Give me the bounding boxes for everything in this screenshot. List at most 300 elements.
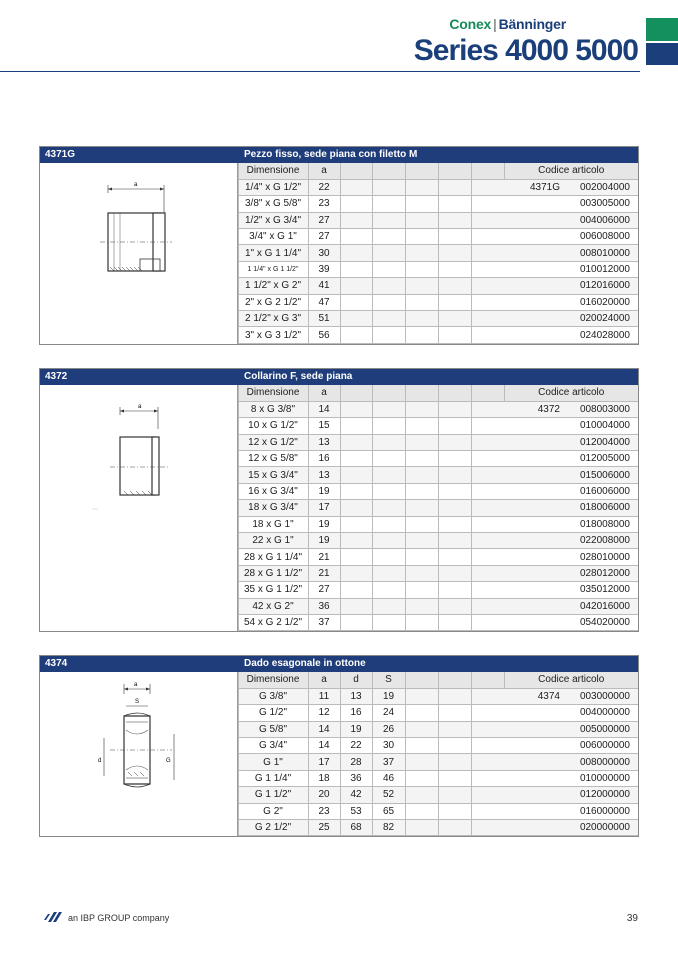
cell-code: 008003000: [564, 401, 638, 417]
dimension-label-a: a: [134, 682, 138, 688]
cell-empty: [405, 179, 438, 195]
cell-code-prefix: 4372: [504, 401, 564, 417]
cell-empty: [438, 483, 471, 499]
cell-code: 012005000: [564, 451, 638, 467]
cell-empty: [405, 327, 438, 343]
page-number: 39: [626, 913, 638, 924]
cell-empty: [471, 500, 504, 516]
table-row: [238, 738, 638, 754]
cell-dimension: 28 x G 1 1/2": [238, 565, 308, 581]
cell-code: 004006000: [564, 212, 638, 228]
cell-empty: [340, 533, 372, 549]
cell-dimension: 1" x G 1 1/4": [238, 245, 308, 261]
cell-a: 19: [308, 483, 340, 499]
table-row: [238, 598, 638, 614]
cell-code: 016006000: [564, 483, 638, 499]
cell-a: 47: [308, 294, 340, 310]
column-header-empty: [471, 385, 504, 401]
section-code: 4374: [45, 658, 68, 669]
cell-empty: [340, 483, 372, 499]
fitting-drawing-4371g: [40, 163, 238, 344]
cell-empty: [372, 434, 405, 450]
cell-code-prefix: [504, 787, 564, 803]
cell-dimension: 1/4" x G 1/2": [238, 179, 308, 195]
cell-empty: [340, 549, 372, 565]
section-title: Dado esagonale in ottone: [244, 658, 366, 669]
column-header-empty: [438, 385, 471, 401]
table-row: [238, 179, 638, 195]
cell-a: 25: [308, 820, 340, 836]
table-row: [238, 451, 638, 467]
section-code: 4371G: [45, 149, 76, 160]
cell-empty: [438, 787, 471, 803]
cell-a: 20: [308, 787, 340, 803]
cell-a: 19: [308, 533, 340, 549]
cell-empty: [372, 549, 405, 565]
dimension-label-a: a: [134, 182, 138, 188]
cell-s: 52: [372, 787, 405, 803]
cell-empty: [471, 688, 504, 704]
cell-empty: [372, 565, 405, 581]
column-header-empty: [405, 672, 438, 688]
cell-code: 018006000: [564, 500, 638, 516]
cell-empty: [340, 212, 372, 228]
table-row: [238, 705, 638, 721]
cell-dimension: 28 x G 1 1/4": [238, 549, 308, 565]
cell-a: 21: [308, 549, 340, 565]
cell-code-prefix: [504, 261, 564, 277]
cell-empty: [471, 598, 504, 614]
cell-code: 012000000: [564, 787, 638, 803]
column-header-dimension: Dimensione: [238, 163, 308, 179]
cell-empty: [405, 688, 438, 704]
cell-dimension: 10 x G 1/2": [238, 418, 308, 434]
section-title: Pezzo fisso, sede piana con filetto M: [244, 149, 418, 160]
cell-empty: [438, 261, 471, 277]
cell-empty: [471, 261, 504, 277]
cell-dimension: G 1": [238, 754, 308, 770]
cell-code: 035012000: [564, 582, 638, 598]
cell-empty: [340, 500, 372, 516]
cell-code: 012016000: [564, 278, 638, 294]
cell-code-prefix: [504, 770, 564, 786]
cell-empty: [471, 418, 504, 434]
cell-empty: [405, 565, 438, 581]
brand-square-blue: [646, 43, 678, 65]
cell-dimension: 18 x G 1": [238, 516, 308, 532]
cell-empty: [405, 311, 438, 327]
cell-empty: [471, 705, 504, 721]
cell-empty: [340, 467, 372, 483]
cell-empty: [438, 516, 471, 532]
table-row: [238, 483, 638, 499]
cell-empty: [405, 549, 438, 565]
cell-empty: [438, 582, 471, 598]
cell-empty: [438, 705, 471, 721]
cell-d: 68: [340, 820, 372, 836]
cell-empty: [471, 754, 504, 770]
cell-code: 020000000: [564, 820, 638, 836]
cell-code: 003005000: [564, 196, 638, 212]
cell-empty: [372, 212, 405, 228]
cell-empty: [372, 294, 405, 310]
column-header-s: S: [372, 672, 405, 688]
cell-a: 22: [308, 179, 340, 195]
cell-empty: [405, 467, 438, 483]
cell-empty: [471, 549, 504, 565]
column-header-code: Codice articolo: [504, 163, 638, 179]
cell-a: 37: [308, 614, 340, 630]
cell-empty: [372, 598, 405, 614]
cell-dimension: 12 x G 1/2": [238, 434, 308, 450]
cell-empty: [340, 516, 372, 532]
cell-code-prefix: [504, 311, 564, 327]
cell-dimension: 22 x G 1": [238, 533, 308, 549]
cell-code: 012004000: [564, 434, 638, 450]
cell-empty: [471, 533, 504, 549]
column-header-empty: [372, 163, 405, 179]
cell-empty: [438, 327, 471, 343]
cell-a: 39: [308, 261, 340, 277]
cell-empty: [405, 434, 438, 450]
column-header-code: Codice articolo: [504, 672, 638, 688]
cell-empty: [438, 311, 471, 327]
brand-logo: Conex | Bänninger: [449, 16, 566, 32]
cell-empty: [340, 582, 372, 598]
cell-a: 30: [308, 245, 340, 261]
cell-code: 028012000: [564, 565, 638, 581]
cell-empty: [372, 278, 405, 294]
cell-empty: [405, 770, 438, 786]
cell-dimension: G 2 1/2": [238, 820, 308, 836]
cell-a: 18: [308, 770, 340, 786]
cell-empty: [405, 738, 438, 754]
column-header-empty: [471, 163, 504, 179]
cell-dimension: G 1/2": [238, 705, 308, 721]
cell-empty: [405, 614, 438, 630]
fitting-drawing-4372: [40, 385, 238, 631]
cell-dimension: 2" x G 2 1/2": [238, 294, 308, 310]
cell-empty: [405, 705, 438, 721]
cell-empty: [372, 516, 405, 532]
column-header-a: a: [308, 385, 340, 401]
cell-code-prefix: 4374: [504, 688, 564, 704]
cell-a: 23: [308, 803, 340, 819]
cell-code-prefix: [504, 451, 564, 467]
cell-code: 008000000: [564, 754, 638, 770]
table-row: [238, 565, 638, 581]
cell-code: 003000000: [564, 688, 638, 704]
cell-a: 17: [308, 754, 340, 770]
cell-d: 36: [340, 770, 372, 786]
cell-empty: [471, 212, 504, 228]
cell-code: 015006000: [564, 467, 638, 483]
cell-empty: [471, 179, 504, 195]
dimension-label-s: S: [135, 699, 140, 705]
cell-empty: [438, 721, 471, 737]
cell-empty: [405, 196, 438, 212]
cell-code: 005000000: [564, 721, 638, 737]
cell-code-prefix: [504, 614, 564, 630]
cell-code-prefix: [504, 196, 564, 212]
column-header-d: d: [340, 672, 372, 688]
cell-code: 028010000: [564, 549, 638, 565]
cell-dimension: 12 x G 5/8": [238, 451, 308, 467]
cell-empty: [372, 179, 405, 195]
cell-code-prefix: 4371G: [504, 179, 564, 195]
cell-code-prefix: [504, 434, 564, 450]
cell-code-prefix: [504, 721, 564, 737]
cell-dimension: 1/2" x G 3/4": [238, 212, 308, 228]
cell-d: 13: [340, 688, 372, 704]
cell-empty: [405, 212, 438, 228]
cell-empty: [438, 467, 471, 483]
cell-empty: [340, 278, 372, 294]
cell-s: 19: [372, 688, 405, 704]
cell-empty: [438, 451, 471, 467]
cell-empty: [405, 451, 438, 467]
cell-empty: [471, 770, 504, 786]
cell-empty: [471, 721, 504, 737]
table-row: [238, 803, 638, 819]
cell-a: 15: [308, 418, 340, 434]
cell-dimension: 3/4" x G 1": [238, 229, 308, 245]
cell-empty: [340, 565, 372, 581]
cell-code: 010000000: [564, 770, 638, 786]
cell-empty: [340, 434, 372, 450]
cell-code: 024028000: [564, 327, 638, 343]
cell-a: 12: [308, 705, 340, 721]
cell-empty: [471, 467, 504, 483]
cell-s: 24: [372, 705, 405, 721]
cell-dimension: 16 x G 3/4": [238, 483, 308, 499]
cell-empty: [438, 688, 471, 704]
cell-empty: [405, 820, 438, 836]
cell-empty: [471, 294, 504, 310]
table-header-row: [238, 672, 638, 688]
table-row: [238, 614, 638, 630]
cell-empty: [405, 401, 438, 417]
cell-dimension: G 3/4": [238, 738, 308, 754]
column-header-dimension: Dimensione: [238, 385, 308, 401]
section-header: [40, 656, 638, 672]
table-row: [238, 261, 638, 277]
cell-empty: [471, 451, 504, 467]
column-header-empty: [438, 672, 471, 688]
cell-code: 006000000: [564, 738, 638, 754]
cell-code-prefix: [504, 533, 564, 549]
cell-empty: [471, 401, 504, 417]
cell-code: 016000000: [564, 803, 638, 819]
product-table-4371g: [238, 163, 639, 344]
cell-s: 26: [372, 721, 405, 737]
table-header-row: [238, 163, 638, 179]
product-table-4372: [238, 385, 639, 631]
cell-empty: [405, 787, 438, 803]
cell-empty: [372, 418, 405, 434]
cell-code: 042016000: [564, 598, 638, 614]
nut-drawing-4374: [40, 672, 238, 836]
cell-code-prefix: [504, 294, 564, 310]
cell-empty: [405, 294, 438, 310]
cell-code-prefix: [504, 483, 564, 499]
cell-empty: [405, 516, 438, 532]
cell-empty: [372, 401, 405, 417]
ibp-logo-icon: [44, 912, 66, 922]
table-row: [238, 401, 638, 417]
cell-empty: [340, 418, 372, 434]
cell-dimension: G 1 1/4": [238, 770, 308, 786]
table-row: [238, 467, 638, 483]
cell-dimension: 3" x G 3 1/2": [238, 327, 308, 343]
product-table-4374: [238, 672, 639, 836]
brand-name-conex: Conex: [449, 16, 492, 32]
cell-a: 36: [308, 598, 340, 614]
cell-a: 14: [308, 738, 340, 754]
cell-a: 13: [308, 434, 340, 450]
cell-s: 82: [372, 820, 405, 836]
cell-code-prefix: [504, 598, 564, 614]
column-header-empty: [340, 385, 372, 401]
cell-code: 002004000: [564, 179, 638, 195]
header-divider: [0, 71, 640, 72]
column-header-empty: [405, 385, 438, 401]
cell-empty: [340, 261, 372, 277]
cell-empty: [471, 311, 504, 327]
cell-dimension: 18 x G 3/4": [238, 500, 308, 516]
cell-empty: [471, 738, 504, 754]
product-section-4374: [39, 655, 639, 837]
cell-empty: [372, 229, 405, 245]
cell-empty: [405, 754, 438, 770]
table-row: [238, 245, 638, 261]
cell-empty: [405, 278, 438, 294]
cell-dimension: G 5/8": [238, 721, 308, 737]
cell-empty: [340, 196, 372, 212]
table-row: [238, 754, 638, 770]
cell-empty: [438, 598, 471, 614]
table-row: [238, 721, 638, 737]
cell-a: 56: [308, 327, 340, 343]
cell-code: 016020000: [564, 294, 638, 310]
cell-empty: [471, 787, 504, 803]
brand-name-banninger: Bänninger: [498, 16, 566, 32]
cell-empty: [340, 598, 372, 614]
cell-empty: [340, 179, 372, 195]
cell-empty: [405, 598, 438, 614]
cell-empty: [471, 327, 504, 343]
cell-empty: [372, 483, 405, 499]
cell-code: 010012000: [564, 261, 638, 277]
cell-dimension: G 3/8": [238, 688, 308, 704]
section-title: Collarino F, sede piana: [244, 371, 353, 382]
cell-empty: [340, 327, 372, 343]
table-row: [238, 549, 638, 565]
cell-code: 004000000: [564, 705, 638, 721]
cell-code-prefix: [504, 565, 564, 581]
table-row: [238, 418, 638, 434]
table-row: [238, 278, 638, 294]
cell-empty: [438, 549, 471, 565]
cell-d: 16: [340, 705, 372, 721]
cell-code: 022008000: [564, 533, 638, 549]
cell-empty: [438, 196, 471, 212]
product-section-4372: [39, 368, 639, 632]
cell-empty: [340, 294, 372, 310]
cell-empty: [405, 418, 438, 434]
cell-s: 30: [372, 738, 405, 754]
cell-s: 65: [372, 803, 405, 819]
cell-empty: [438, 533, 471, 549]
page-title: Series 4000 5000: [413, 34, 638, 67]
cell-dimension: 3/8" x G 5/8": [238, 196, 308, 212]
cell-d: 42: [340, 787, 372, 803]
cell-a: 17: [308, 500, 340, 516]
cell-s: 46: [372, 770, 405, 786]
cell-empty: [438, 434, 471, 450]
column-header-a: a: [308, 163, 340, 179]
cell-dimension: G 1 1/2": [238, 787, 308, 803]
cell-empty: [471, 434, 504, 450]
cell-dimension: G 2": [238, 803, 308, 819]
section-header: [40, 147, 638, 163]
cell-empty: [471, 582, 504, 598]
table-row: [238, 327, 638, 343]
table-row: [238, 434, 638, 450]
cell-code-prefix: [504, 500, 564, 516]
cell-a: 23: [308, 196, 340, 212]
cell-empty: [372, 582, 405, 598]
cell-a: 14: [308, 721, 340, 737]
cell-empty: [438, 770, 471, 786]
cell-code: 054020000: [564, 614, 638, 630]
cell-code-prefix: [504, 245, 564, 261]
cell-empty: [340, 401, 372, 417]
cell-empty: [438, 245, 471, 261]
cell-empty: [438, 401, 471, 417]
column-header-a: a: [308, 672, 340, 688]
cell-a: 51: [308, 311, 340, 327]
cell-code: 008010000: [564, 245, 638, 261]
cell-code: 020024000: [564, 311, 638, 327]
cell-code: 010004000: [564, 418, 638, 434]
cell-empty: [372, 245, 405, 261]
cell-empty: [471, 196, 504, 212]
cell-code-prefix: [504, 582, 564, 598]
cell-empty: [471, 803, 504, 819]
column-header-empty: [340, 163, 372, 179]
cell-empty: [405, 261, 438, 277]
cell-a: 21: [308, 565, 340, 581]
cell-empty: [405, 533, 438, 549]
table-row: [238, 582, 638, 598]
cell-empty: [372, 451, 405, 467]
dimension-label-g: G: [166, 758, 171, 764]
cell-empty: [405, 483, 438, 499]
cell-empty: [438, 754, 471, 770]
table-row: [238, 196, 638, 212]
cell-empty: [438, 278, 471, 294]
cell-empty: [372, 261, 405, 277]
cell-empty: [405, 245, 438, 261]
cell-dimension: 1 1/4" x G 1 1/2": [238, 261, 308, 277]
cell-code-prefix: [504, 754, 564, 770]
cell-empty: [471, 516, 504, 532]
cell-code-prefix: [504, 278, 564, 294]
cell-s: 37: [372, 754, 405, 770]
cell-empty: [372, 614, 405, 630]
cell-empty: [438, 565, 471, 581]
